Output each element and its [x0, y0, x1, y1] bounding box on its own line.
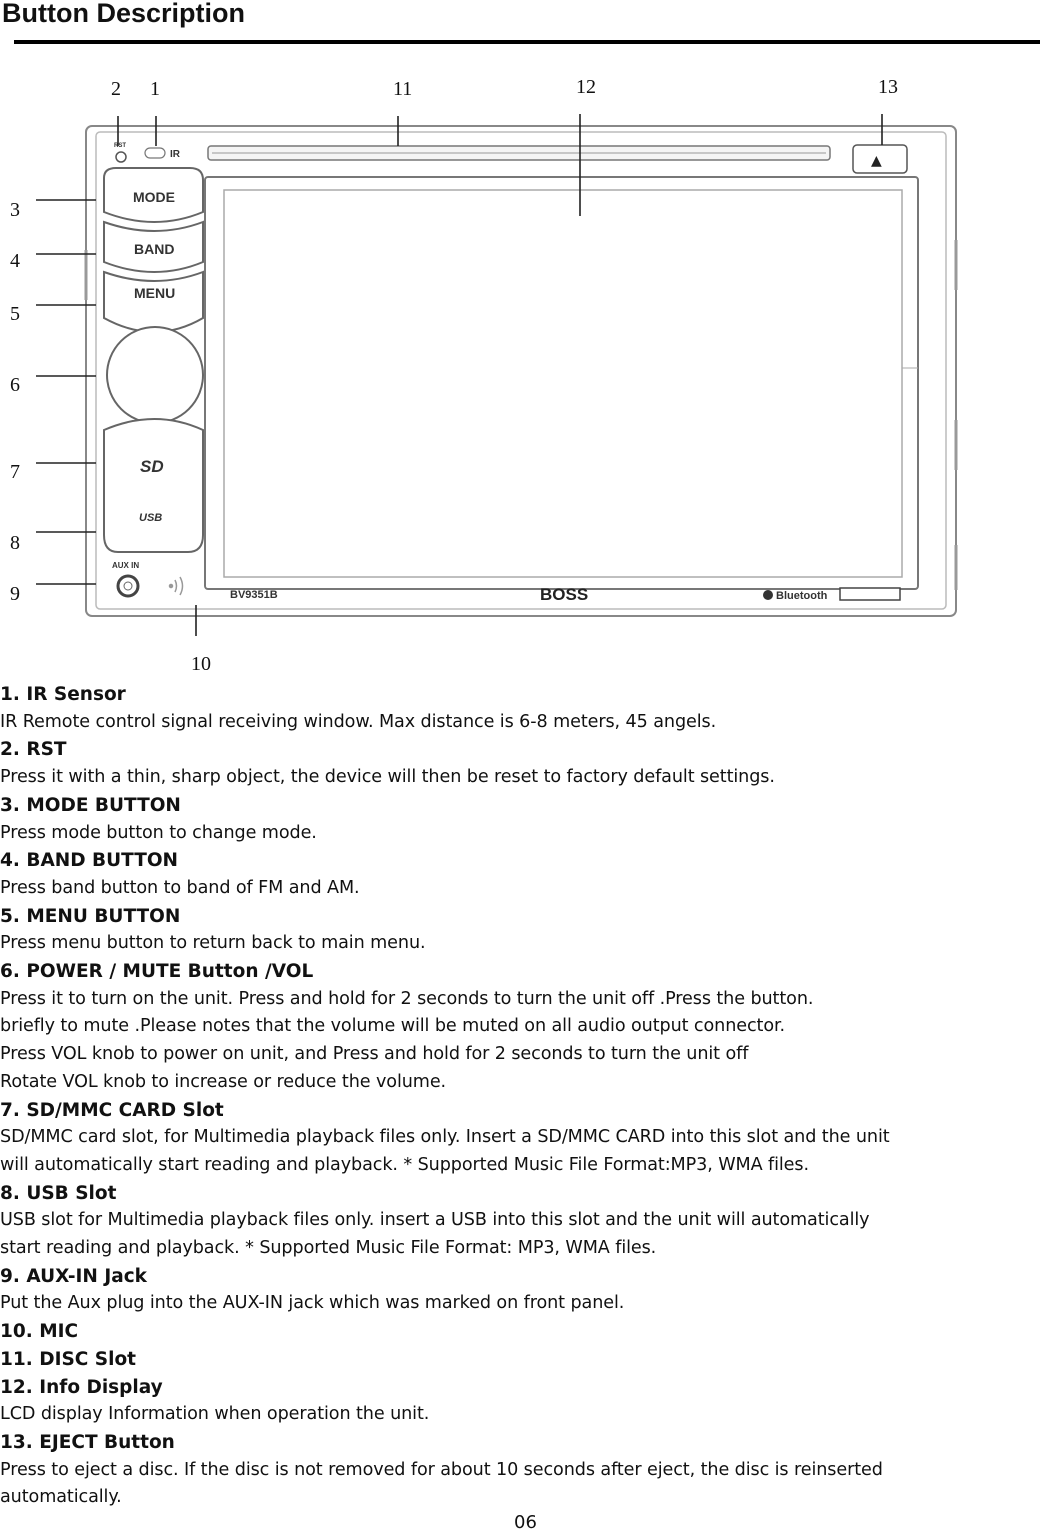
ir-label: IR	[170, 149, 180, 160]
item-text: Press to eject a disc. If the disc is not removed for about 10 seconds after eject, the disc is reinserted	[0, 1459, 883, 1480]
bluetooth-logo: Bluetooth	[776, 590, 828, 602]
item-heading: 8. USB Slot	[0, 1182, 117, 1204]
menu-label: MENU	[134, 285, 176, 301]
item-text: briefly to mute .Please notes that the volume will be muted on all audio output connector.	[0, 1016, 786, 1037]
item-text: start reading and playback. * Supported Music File Format: MP3, WMA files.	[0, 1238, 657, 1259]
item-heading: 10. MIC	[0, 1321, 79, 1343]
sd-logo: SD	[140, 457, 164, 476]
item-text: USB slot for Multimedia playback files only. insert a USB into this slot and the unit will automatically	[0, 1210, 870, 1231]
callout-1: 1	[150, 78, 160, 100]
callout-9: 9	[10, 583, 20, 605]
item-text: Press it with a thin, sharp object, the device will then be reset to factory default settings.	[0, 767, 775, 788]
rst-label: RST	[114, 143, 126, 149]
item-text: automatically.	[0, 1487, 122, 1508]
item-heading: 2. RST	[0, 739, 67, 761]
usb-logo: USB	[139, 512, 163, 524]
card-slot-cover	[104, 419, 203, 552]
callout-12: 12	[576, 76, 596, 98]
callout-6: 6	[10, 374, 20, 396]
item-text: SD/MMC card slot, for Multimedia playback files only. Insert a SD/MMC CARD into this slot and the unit	[0, 1127, 890, 1148]
item-text: Press band button to band of FM and AM.	[0, 877, 360, 898]
callout-2: 2	[111, 78, 121, 100]
callout-5: 5	[10, 303, 20, 325]
page-number: 06	[514, 1512, 537, 1533]
item-text: LCD display Information when operation the unit.	[0, 1404, 430, 1425]
item-heading: 6. POWER / MUTE Button /VOL	[0, 961, 314, 983]
page-title: Button Description	[2, 0, 245, 28]
item-text: Press it to turn on the unit. Press and hold for 2 seconds to turn the unit off .Press the button.	[0, 988, 814, 1009]
bluetooth-icon	[763, 590, 773, 600]
item-heading: 7. SD/MMC CARD Slot	[0, 1099, 224, 1121]
item-heading: 4. BAND BUTTON	[0, 850, 179, 872]
item-heading: 11. DISC Slot	[0, 1348, 137, 1370]
callout-7: 7	[10, 461, 20, 483]
item-text: Put the Aux plug into the AUX-IN jack which was marked on front panel.	[0, 1293, 625, 1314]
item-text: Press VOL knob to power on unit, and Press and hold for 2 seconds to turn the unit off	[0, 1044, 749, 1065]
volume-knob	[107, 327, 203, 423]
item-heading: 5. MENU BUTTON	[0, 905, 181, 927]
model-label: BV9351B	[230, 589, 278, 601]
title-rule	[14, 40, 1040, 44]
certification-badge	[840, 588, 900, 600]
item-heading: 13. EJECT Button	[0, 1431, 175, 1453]
menu-button	[104, 272, 203, 332]
item-heading: 12. Info Display	[0, 1376, 163, 1398]
callout-3: 3	[10, 199, 20, 221]
item-text: Press mode button to change mode.	[0, 822, 317, 843]
mode-label: MODE	[133, 189, 175, 205]
item-heading: 9. AUX-IN Jack	[0, 1265, 147, 1287]
aux-label: AUX IN	[112, 561, 140, 570]
brand-logo: BOSS	[540, 585, 589, 604]
description-list	[0, 681, 1040, 1512]
lcd-screen	[224, 190, 902, 577]
item-text: will automatically start reading and playback. * Supported Music File Format:MP3, WMA files.	[0, 1154, 809, 1175]
callout-10: 10	[191, 653, 211, 675]
item-text: IR Remote control signal receiving window. Max distance is 6-8 meters, 45 angels.	[0, 711, 717, 732]
callout-11: 11	[393, 78, 413, 100]
item-text: Press menu button to return back to main menu.	[0, 933, 426, 954]
item-heading: 1. IR Sensor	[0, 684, 126, 705]
callout-13: 13	[878, 76, 898, 98]
callout-8: 8	[10, 532, 20, 554]
band-label: BAND	[134, 241, 175, 257]
callout-4: 4	[10, 250, 20, 272]
item-heading: 3. MODE BUTTON	[0, 794, 181, 816]
item-text: Rotate VOL knob to increase or reduce the volume.	[0, 1071, 447, 1092]
eject-icon: ▲	[871, 153, 882, 169]
front-panel-diagram	[0, 65, 1040, 681]
